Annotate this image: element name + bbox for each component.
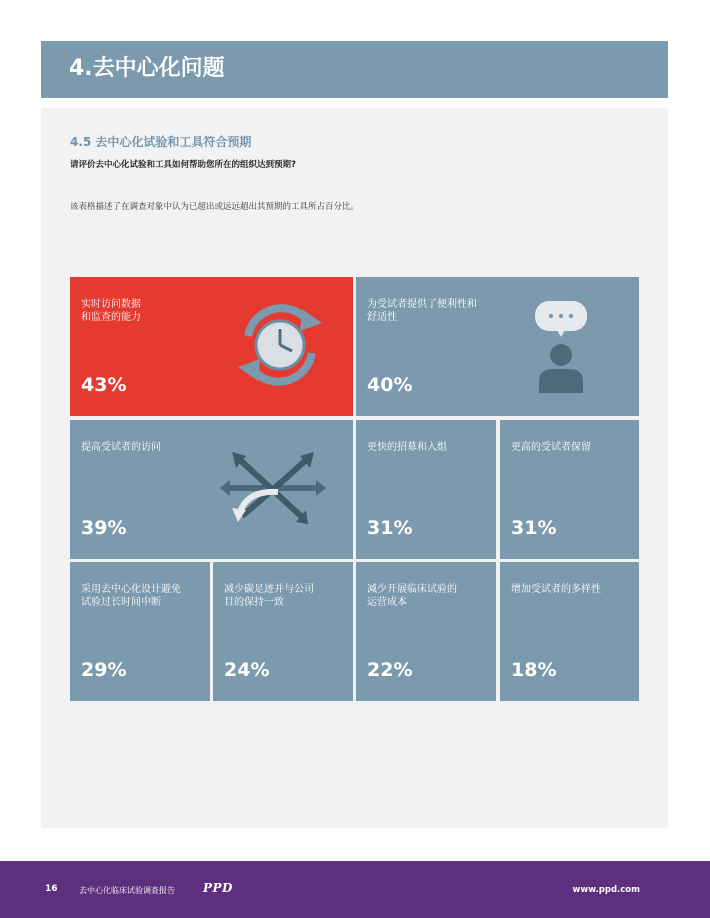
tile-label: 更快的招募和入组	[367, 442, 447, 453]
tile-percentage: 24%	[224, 659, 270, 681]
tile-percentage: 22%	[367, 659, 413, 681]
tile-label: 提高受试者的访问	[81, 442, 161, 453]
tile-percentage: 29%	[81, 659, 127, 681]
tile-percentage: 31%	[367, 517, 413, 539]
tile-label: 为受试者提供了便利性和 舒适性	[367, 299, 477, 323]
tile-avoid-interruption	[70, 562, 210, 701]
clock-sync-icon	[230, 301, 330, 391]
tile-percentage: 40%	[367, 374, 413, 396]
tile-label: 增加受试者的多样性	[511, 584, 601, 595]
report-title: 去中心化临床试验调查报告	[79, 886, 175, 895]
section-header	[41, 41, 668, 98]
tile-label: 实时访问数据 和监查的能力	[81, 299, 141, 323]
tile-reduce-cost	[356, 562, 496, 701]
tile-label: 更高的受试者保留	[511, 442, 591, 453]
tile-higher-retention	[500, 420, 639, 559]
crossing-arrows-icon	[218, 450, 328, 525]
page-title: 4.去中心化问题	[69, 56, 225, 81]
tile-label: 采用去中心化设计避免 试验过长时间中断	[81, 584, 181, 608]
tile-convenience-comfort	[356, 277, 639, 416]
page-number: 16	[45, 884, 58, 894]
website-url[interactable]: www.ppd.com	[572, 885, 640, 895]
ppd-logo: PPD	[203, 881, 233, 895]
survey-question: 请评价去中心化试验和工具如何帮助您所在的组织达到预期?	[70, 160, 296, 170]
tile-label: 减少碳足迹并与公司 目的保持一致	[224, 584, 314, 608]
tile-faster-enrollment	[356, 420, 496, 559]
tile-percentage: 39%	[81, 517, 127, 539]
tile-increase-diversity	[500, 562, 639, 701]
tile-realtime-access	[70, 277, 353, 416]
subsection-title: 4.5 去中心化试验和工具符合预期	[70, 135, 252, 149]
tile-percentage: 31%	[511, 517, 557, 539]
tile-percentage: 18%	[511, 659, 557, 681]
page-footer	[0, 861, 710, 918]
tile-percentage: 43%	[81, 374, 127, 396]
person-chat-icon	[531, 297, 591, 397]
tile-improve-access	[70, 420, 353, 559]
tile-label: 减少开展临床试验的 运营成本	[367, 584, 457, 608]
tile-reduce-carbon	[213, 562, 353, 701]
table-description: 该表格描述了在调查对象中认为已超出或远远超出其预期的工具所占百分比。	[70, 202, 360, 212]
